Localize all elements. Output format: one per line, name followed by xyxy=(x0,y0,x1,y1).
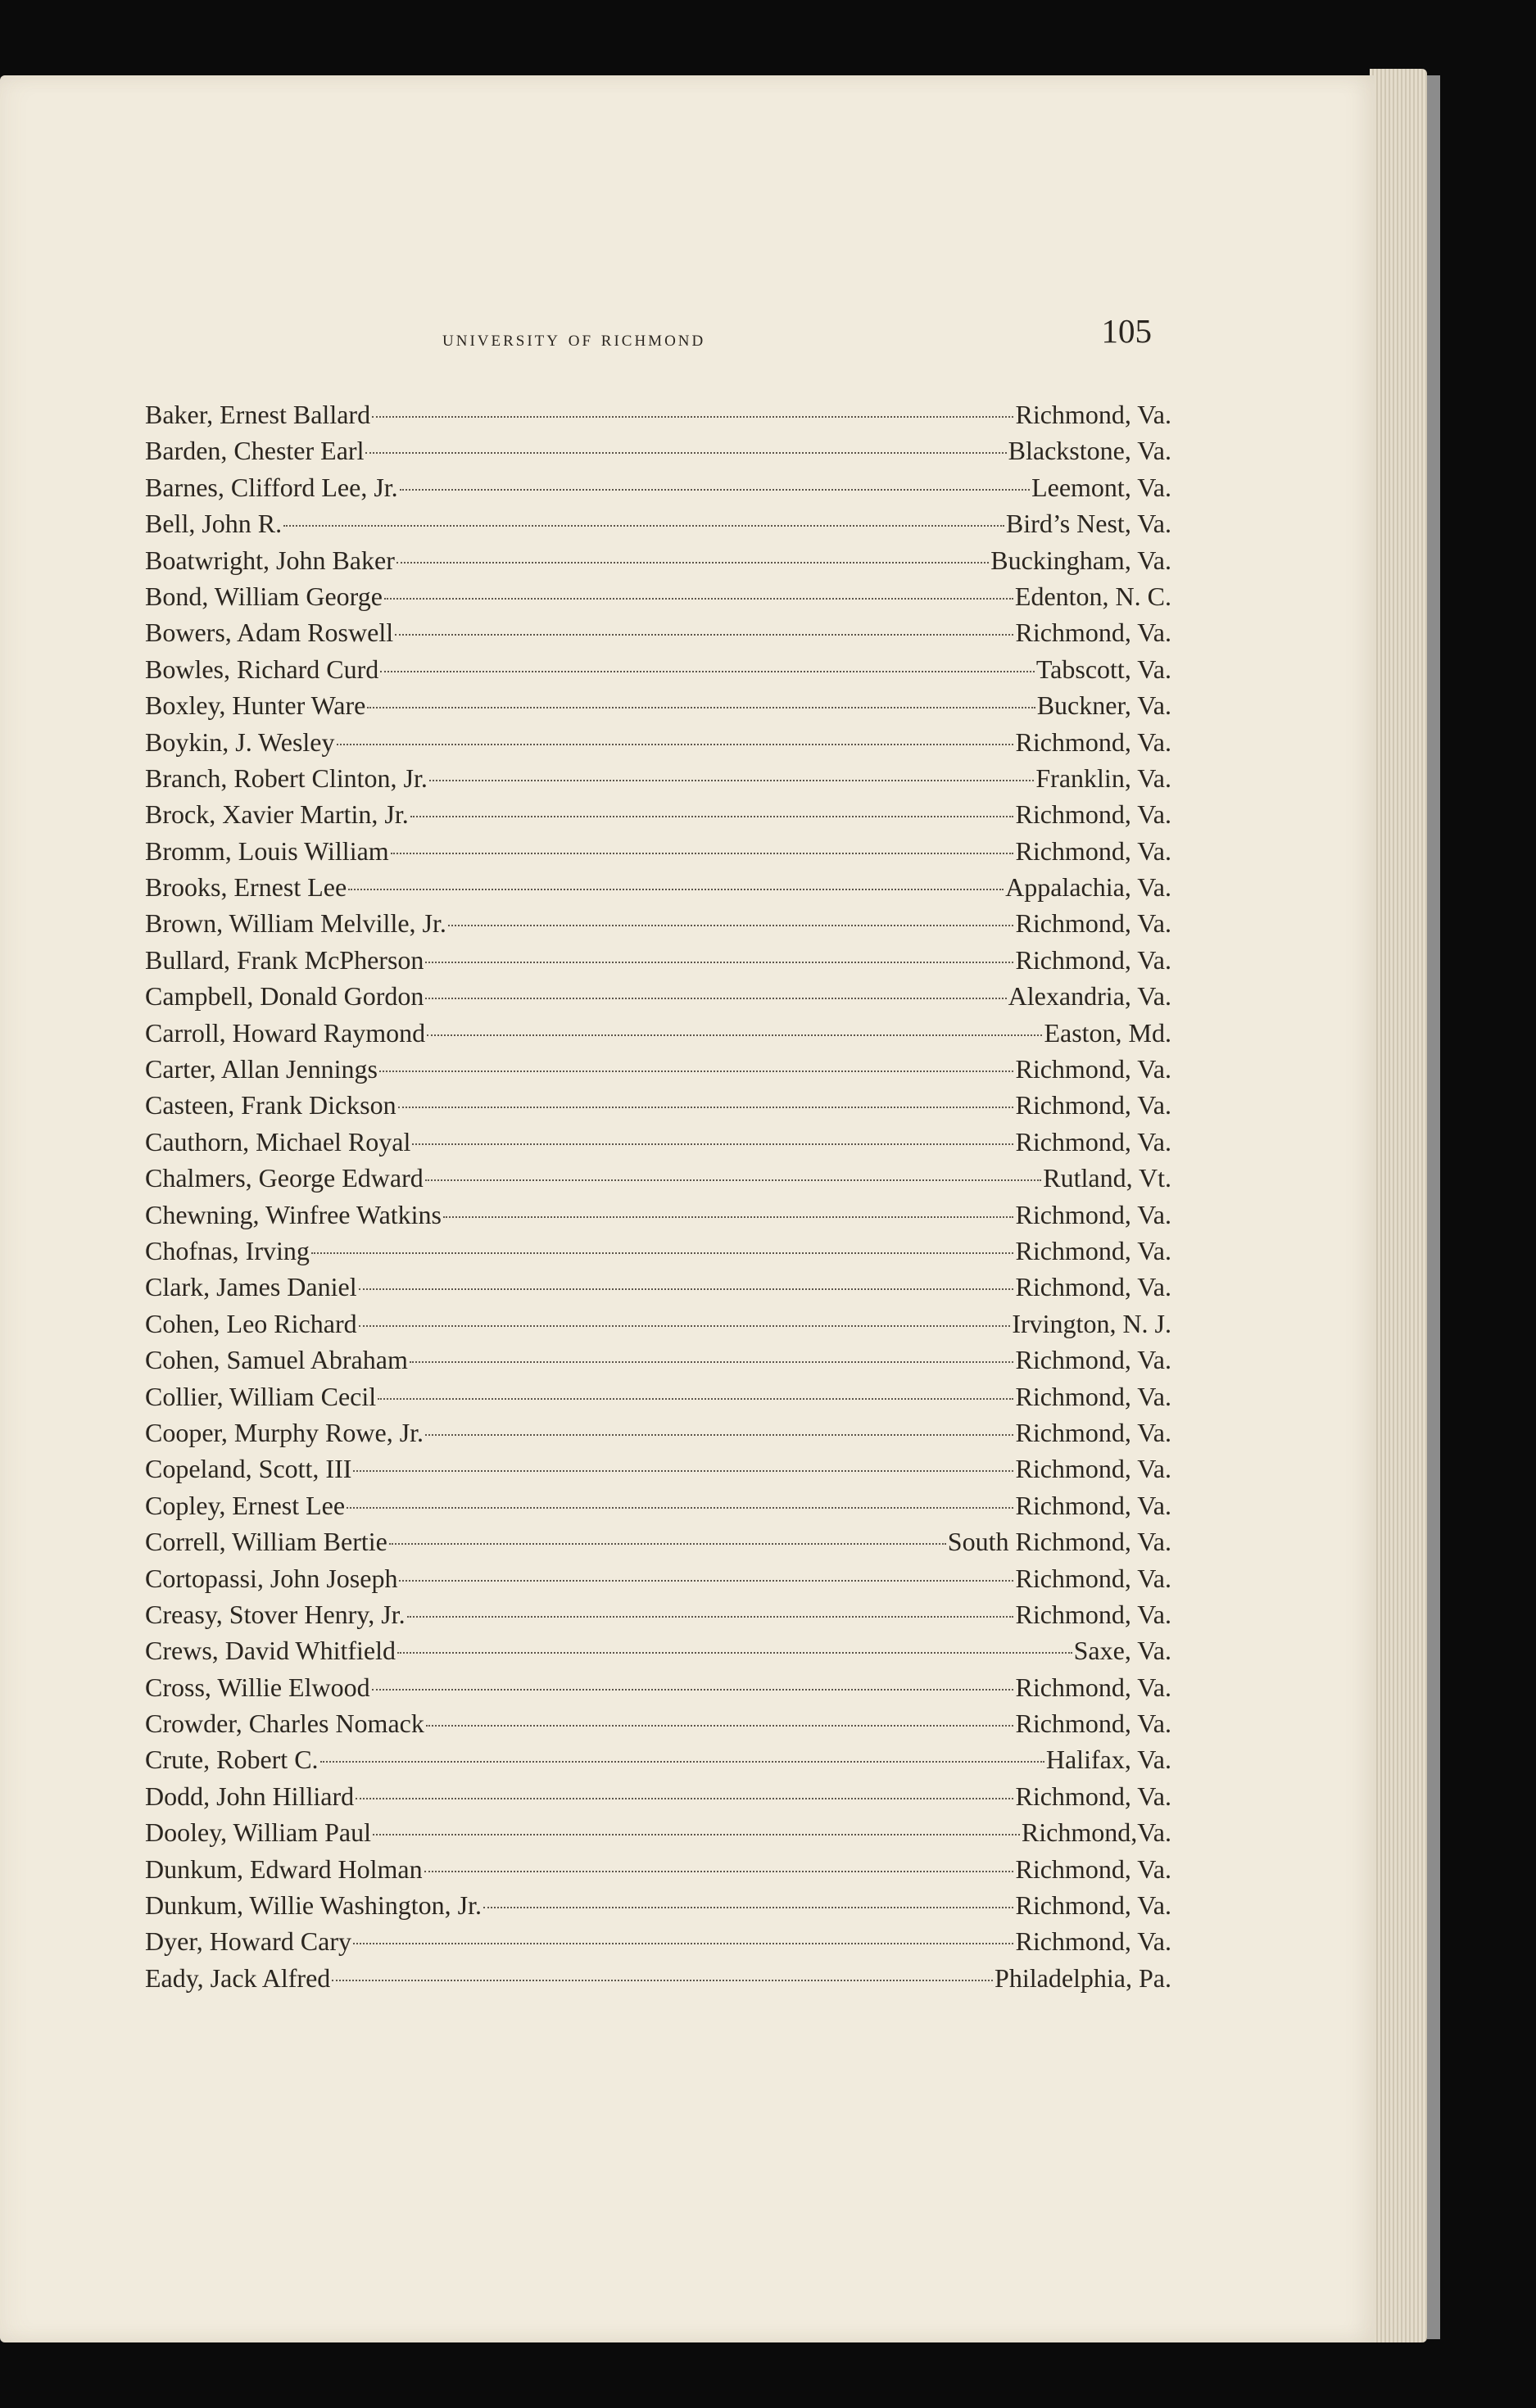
student-name: Clark, James Daniel xyxy=(145,1272,357,1302)
hometown: Richmond, Va. xyxy=(1015,1599,1171,1629)
list-item xyxy=(145,942,1171,978)
student-name: Crute, Robert C. xyxy=(145,1745,319,1775)
hometown: Richmond,Va. xyxy=(1021,1817,1171,1848)
hometown: Buckner, Va. xyxy=(1036,690,1171,721)
student-name: Copley, Ernest Lee xyxy=(145,1490,346,1520)
list-item xyxy=(145,1087,1171,1123)
hometown: Richmond, Va. xyxy=(1015,726,1171,757)
student-name: Cohen, Samuel Abraham xyxy=(145,1345,408,1375)
hometown: Saxe, Va. xyxy=(1073,1636,1171,1666)
list-item xyxy=(145,1960,1171,1996)
list-item xyxy=(145,1523,1171,1559)
dot-leader xyxy=(443,1216,1013,1218)
student-list xyxy=(145,396,1171,1996)
list-item xyxy=(145,614,1171,650)
list-item xyxy=(145,1705,1171,1741)
student-name: Bullard, Frank McPherson xyxy=(145,944,424,975)
hometown: Edenton, N. C. xyxy=(1014,581,1171,611)
student-name: Dyer, Howard Cary xyxy=(145,1926,351,1957)
hometown: Rutland, Vt. xyxy=(1043,1163,1171,1193)
hometown: Halifax, Va. xyxy=(1045,1745,1171,1775)
hometown: Alexandria, Va. xyxy=(1008,981,1171,1012)
list-item xyxy=(145,651,1171,687)
student-name: Creasy, Stover Henry, Jr. xyxy=(145,1599,406,1629)
list-item xyxy=(145,432,1171,468)
page-number: 105 xyxy=(1101,312,1152,350)
list-item xyxy=(145,578,1171,614)
student-name: Bond, William George xyxy=(145,581,383,611)
student-name: Cooper, Murphy Rowe, Jr. xyxy=(145,1417,424,1447)
dot-leader xyxy=(353,1943,1014,1944)
student-name: Carter, Allan Jennings xyxy=(145,1054,378,1084)
hometown: Richmond, Va. xyxy=(1015,1090,1171,1120)
dot-leader xyxy=(425,1434,1013,1436)
student-name: Barden, Chester Earl xyxy=(145,436,365,466)
dot-leader xyxy=(320,1761,1044,1763)
dot-leader xyxy=(396,562,989,564)
student-name: Collier, William Cecil xyxy=(145,1381,377,1411)
dot-leader xyxy=(365,452,1006,454)
list-item xyxy=(145,1414,1171,1451)
list-item xyxy=(145,869,1171,905)
list-item xyxy=(145,833,1171,869)
dot-leader xyxy=(398,1107,1014,1108)
dot-leader xyxy=(380,671,1035,672)
hometown: Richmond, Va. xyxy=(1015,1890,1171,1921)
student-name: Casteen, Frank Dickson xyxy=(145,1090,396,1120)
student-name: Crews, David Whitfield xyxy=(145,1636,396,1666)
dot-leader xyxy=(400,489,1030,491)
student-name: Correll, William Bertie xyxy=(145,1527,387,1557)
dot-leader xyxy=(412,1143,1013,1145)
dot-leader xyxy=(397,1652,1072,1654)
student-name: Cohen, Leo Richard xyxy=(145,1308,357,1338)
student-name: Chofnas, Irving xyxy=(145,1235,310,1265)
student-name: Chalmers, George Edward xyxy=(145,1163,424,1193)
dot-leader xyxy=(337,744,1014,745)
student-name: Brown, William Melville, Jr. xyxy=(145,908,446,939)
list-item xyxy=(145,1197,1171,1233)
dot-leader xyxy=(391,853,1014,854)
hometown: Richmond, Va. xyxy=(1015,1490,1171,1520)
dot-leader xyxy=(410,1361,1014,1363)
dot-leader xyxy=(448,925,1014,926)
list-item xyxy=(145,1741,1171,1777)
list-item xyxy=(145,1015,1171,1051)
list-item xyxy=(145,978,1171,1014)
student-name: Bromm, Louis William xyxy=(145,835,389,866)
list-item xyxy=(145,1233,1171,1269)
list-item xyxy=(145,687,1171,723)
dot-leader xyxy=(359,1325,1011,1327)
list-item xyxy=(145,796,1171,832)
student-name: Eady, Jack Alfred xyxy=(145,1962,331,1993)
student-name: Dunkum, Edward Holman xyxy=(145,1854,423,1884)
list-item xyxy=(145,1124,1171,1160)
dot-leader xyxy=(353,1470,1013,1472)
student-name: Bowles, Richard Curd xyxy=(145,654,379,684)
student-name: Cortopassi, John Joseph xyxy=(145,1563,398,1593)
student-name: Barnes, Clifford Lee, Jr. xyxy=(145,472,398,502)
student-name: Boxley, Hunter Ware xyxy=(145,690,366,721)
hometown: Richmond, Va. xyxy=(1015,1235,1171,1265)
student-name: Branch, Robert Clinton, Jr. xyxy=(145,763,428,793)
student-name: Dooley, William Paul xyxy=(145,1817,372,1848)
running-head: university of richmond xyxy=(442,326,706,351)
book-cover-edge xyxy=(1427,75,1440,2339)
dot-leader xyxy=(424,1871,1014,1872)
dot-leader xyxy=(384,598,1013,600)
hometown: Richmond, Va. xyxy=(1015,1054,1171,1084)
hometown: Richmond, Va. xyxy=(1015,1563,1171,1593)
list-item xyxy=(145,1378,1171,1414)
list-item xyxy=(145,905,1171,941)
list-item xyxy=(145,1269,1171,1305)
dot-leader xyxy=(425,962,1013,963)
hometown: Richmond, Va. xyxy=(1015,1126,1171,1156)
hometown: Richmond, Va. xyxy=(1015,1417,1171,1447)
dot-leader xyxy=(348,889,1004,890)
hometown: Richmond, Va. xyxy=(1015,1926,1171,1957)
student-name: Cauthorn, Michael Royal xyxy=(145,1126,411,1156)
student-name: Carroll, Howard Raymond xyxy=(145,1017,426,1048)
hometown: Richmond, Va. xyxy=(1015,618,1171,648)
hometown: Richmond, Va. xyxy=(1015,1345,1171,1375)
hometown: Franklin, Va. xyxy=(1035,763,1171,793)
dot-leader xyxy=(407,1616,1014,1618)
list-item xyxy=(145,1160,1171,1196)
hometown: Richmond, Va. xyxy=(1015,1709,1171,1739)
dot-leader xyxy=(356,1798,1013,1799)
dot-leader xyxy=(410,816,1014,817)
student-name: Boykin, J. Wesley xyxy=(145,726,335,757)
dot-leader xyxy=(332,1980,993,1981)
list-item xyxy=(145,1814,1171,1850)
student-name: Baker, Ernest Ballard xyxy=(145,400,371,429)
student-name: Dodd, John Hilliard xyxy=(145,1781,355,1811)
dot-leader xyxy=(389,1543,946,1545)
hometown: Richmond, Va. xyxy=(1015,799,1171,830)
page-edge-stack xyxy=(1370,69,1427,2342)
hometown: South Richmond, Va. xyxy=(947,1527,1171,1557)
list-item xyxy=(145,1887,1171,1923)
hometown: Tabscott, Va. xyxy=(1035,654,1171,684)
student-name: Crowder, Charles Nomack xyxy=(145,1709,424,1739)
hometown: Easton, Md. xyxy=(1044,1017,1171,1048)
dot-leader xyxy=(425,998,1006,999)
list-item xyxy=(145,469,1171,505)
dot-leader xyxy=(399,1580,1013,1582)
hometown: Richmond, Va. xyxy=(1015,1272,1171,1302)
hometown: Richmond, Va. xyxy=(1015,1199,1171,1229)
dot-leader xyxy=(372,416,1013,418)
list-item xyxy=(145,1851,1171,1887)
hometown: Richmond, Va. xyxy=(1015,1381,1171,1411)
student-name: Cross, Willie Elwood xyxy=(145,1672,370,1702)
list-item xyxy=(145,542,1171,578)
dot-leader xyxy=(373,1834,1020,1835)
dot-leader xyxy=(425,1179,1042,1181)
hometown: Leemont, Va. xyxy=(1031,472,1171,502)
hometown: Philadelphia, Pa. xyxy=(995,1962,1171,1993)
hometown: Appalachia, Va. xyxy=(1005,872,1171,903)
dot-leader xyxy=(379,1070,1013,1072)
student-name: Brock, Xavier Martin, Jr. xyxy=(145,799,409,830)
list-item xyxy=(145,1923,1171,1959)
hometown: Richmond, Va. xyxy=(1015,1672,1171,1702)
hometown: Blackstone, Va. xyxy=(1008,436,1171,466)
list-item xyxy=(145,1342,1171,1378)
student-name: Campbell, Donald Gordon xyxy=(145,981,424,1012)
dot-leader xyxy=(359,1288,1014,1290)
dot-leader xyxy=(483,1907,1014,1908)
list-item xyxy=(145,724,1171,760)
hometown: Richmond, Va. xyxy=(1015,1781,1171,1811)
hometown: Buckingham, Va. xyxy=(990,545,1171,575)
list-item xyxy=(145,1306,1171,1342)
page-header xyxy=(442,311,1152,360)
dot-leader xyxy=(283,525,1004,527)
list-item xyxy=(145,1632,1171,1668)
dot-leader xyxy=(427,1034,1042,1036)
list-item xyxy=(145,1778,1171,1814)
list-item xyxy=(145,1669,1171,1705)
student-name: Copeland, Scott, III xyxy=(145,1454,352,1484)
hometown: Richmond, Va. xyxy=(1015,400,1171,429)
student-name: Bell, John R. xyxy=(145,509,283,539)
hometown: Richmond, Va. xyxy=(1015,835,1171,866)
student-name: Brooks, Ernest Lee xyxy=(145,872,347,903)
list-item xyxy=(145,1560,1171,1596)
list-item xyxy=(145,1596,1171,1632)
hometown: Richmond, Va. xyxy=(1015,1454,1171,1484)
hometown: Irvington, N. J. xyxy=(1012,1308,1171,1338)
list-item xyxy=(145,1487,1171,1523)
hometown: Richmond, Va. xyxy=(1015,944,1171,975)
hometown: Bird’s Nest, Va. xyxy=(1005,509,1171,539)
list-item xyxy=(145,760,1171,796)
dot-leader xyxy=(429,780,1035,781)
student-name: Bowers, Adam Roswell xyxy=(145,618,394,648)
dot-leader xyxy=(426,1725,1014,1727)
dot-leader xyxy=(378,1398,1013,1400)
dot-leader xyxy=(372,1689,1014,1691)
dot-leader xyxy=(367,707,1035,708)
list-item xyxy=(145,1451,1171,1487)
dot-leader xyxy=(395,634,1013,636)
dot-leader xyxy=(347,1507,1013,1509)
student-name: Chewning, Winfree Watkins xyxy=(145,1199,442,1229)
list-item xyxy=(145,396,1171,432)
hometown: Richmond, Va. xyxy=(1015,908,1171,939)
list-item xyxy=(145,1051,1171,1087)
student-name: Boatwright, John Baker xyxy=(145,545,395,575)
list-item xyxy=(145,505,1171,541)
student-name: Dunkum, Willie Washington, Jr. xyxy=(145,1890,482,1921)
hometown: Richmond, Va. xyxy=(1015,1854,1171,1884)
dot-leader xyxy=(311,1252,1014,1254)
